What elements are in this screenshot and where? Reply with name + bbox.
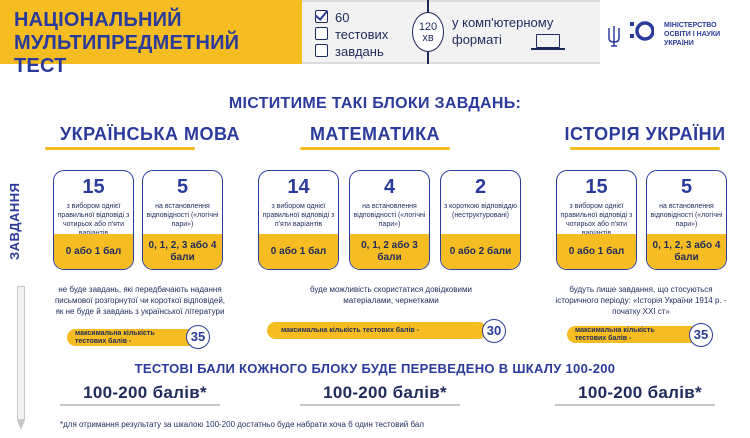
card-score: 0, 1, 2 або 3 бали (350, 234, 429, 269)
card-score: 0, 1, 2, 3 або 4 бали (647, 234, 726, 269)
checkbox-checked-icon (315, 10, 328, 23)
conversion-text: ТЕСТОВІ БАЛИ КОЖНОГО БЛОКУ БУДЕ ПЕРЕВЕДЕНО В ШКАЛУ 100-200 (134, 361, 616, 376)
ministry-line-2: ОСВІТИ І НАУКИ (664, 31, 721, 38)
pencil-icon (17, 286, 25, 420)
max-score-value: 35 (689, 323, 713, 347)
card-number: 15 (82, 176, 105, 198)
card-description: з вибором однієї правильної відповіді з чотирьох або п'яти (560, 203, 633, 228)
subject-underline (300, 147, 450, 150)
max-score-label: максимальна кількість тестових балів - (75, 329, 155, 345)
task-label-2: завдань (335, 44, 384, 59)
timer-line-bottom (427, 51, 429, 64)
card-number: 15 (585, 176, 608, 198)
card-number: 5 (680, 176, 693, 198)
subject-note: не буде завдань, які передбачають надання письмової розгорнутої чи короткої відповідей, як не буде й завдань з української літератури (54, 285, 226, 316)
max-score-value: 35 (186, 325, 210, 349)
task-card (556, 170, 637, 270)
task-card (258, 170, 339, 270)
max-score-pill (267, 322, 487, 339)
format-line-2: форматі (452, 32, 502, 47)
card-score: 0 або 1 бал (557, 234, 636, 269)
checkbox-icon (315, 27, 328, 40)
laptop-icon (536, 34, 560, 48)
task-card (142, 170, 223, 270)
card-number: 2 (474, 176, 487, 198)
timer-value: 120 (418, 21, 438, 33)
card-score: 0 або 1 бал (54, 234, 133, 269)
side-label: ЗАВДАННЯ (7, 182, 22, 260)
subject-title-history: ІСТОРІЯ УКРАЇНИ (564, 124, 726, 144)
max-score-value: 30 (482, 319, 506, 343)
card-score: 0 або 1 бал (259, 234, 338, 269)
page-title (14, 9, 294, 78)
card-description: з короткою відповіддю (неструктуровані) (444, 203, 517, 219)
subject-underline (570, 147, 720, 150)
checkbox-icon (315, 44, 328, 57)
trident-icon (607, 24, 621, 48)
card-description: з вибором однієї правильної відповіді з чотирьох або п'яти (57, 203, 130, 228)
result-score: 100-200 балів* (578, 383, 702, 402)
pencil-tip-icon (17, 420, 25, 430)
subject-underline (45, 147, 195, 150)
card-description: на встановлення відповідності («логічні пари») (353, 203, 426, 228)
ministry-line-1: МІНІСТЕРСТВО (664, 22, 717, 29)
card-description: з вибором однієї правильної відповіді з п'яти варіантів (262, 203, 335, 228)
timer-icon (412, 12, 444, 52)
subject-note: буде можливість скористатися довідковими матеріалами, чернетками (310, 285, 472, 305)
result-score: 100-200 балів* (323, 383, 447, 402)
card-number: 14 (287, 176, 310, 198)
section-title: МІСТИТИМЕ ТАКІ БЛОКИ ЗАВДАНЬ: (228, 95, 522, 112)
card-number: 5 (176, 176, 189, 198)
max-score-label: максимальна кількість тестових балів - (575, 326, 655, 342)
task-card (440, 170, 521, 270)
result-underline (60, 404, 220, 406)
laptop-base-icon (531, 48, 565, 50)
result-underline (300, 404, 460, 406)
result-score: 100-200 балів* (83, 383, 207, 402)
card-description: на встановлення відповідності («логічні пари») (146, 203, 219, 228)
task-card (349, 170, 430, 270)
subject-title-ukrainian: УКРАЇНСЬКА МОВА (59, 124, 241, 144)
result-underline (555, 404, 715, 406)
subject-title-math: МАТЕМАТИКА (309, 124, 441, 144)
title-line-1: НАЦІОНАЛЬНИЙ (14, 9, 182, 31)
task-card (646, 170, 727, 270)
ministry-line-3: УКРАЇНИ (664, 40, 694, 47)
timer-unit: хв (422, 32, 434, 44)
card-score: 0, 1, 2, 3 або 4 бали (143, 234, 222, 269)
subject-note: будуть лише завдання, що стосуються історичного періоду: «Історія України 1914 р. - початку ХХІ ст» (555, 285, 727, 316)
title-line-2: МУЛЬТИПРЕДМЕТНИЙ ТЕСТ (14, 32, 240, 77)
ministry-logo-icon (630, 19, 654, 43)
ministry-name (664, 21, 744, 48)
task-card (53, 170, 134, 270)
format-line-1: у комп'ютерному (452, 15, 554, 30)
card-number: 4 (383, 176, 396, 198)
card-description: на встановлення відповідності («логічні пари») (650, 203, 723, 228)
footnote: *для отримання результату за шкалою 100-200 достатньо буде набрати хоча б один тестовий бал (60, 420, 424, 429)
max-score-pill (567, 326, 707, 343)
max-score-label: максимальна кількість тестових балів - (281, 326, 419, 334)
task-label-1: тестових (335, 27, 389, 42)
card-score: 0 або 2 бали (441, 234, 520, 269)
task-count: 60 (335, 10, 350, 25)
